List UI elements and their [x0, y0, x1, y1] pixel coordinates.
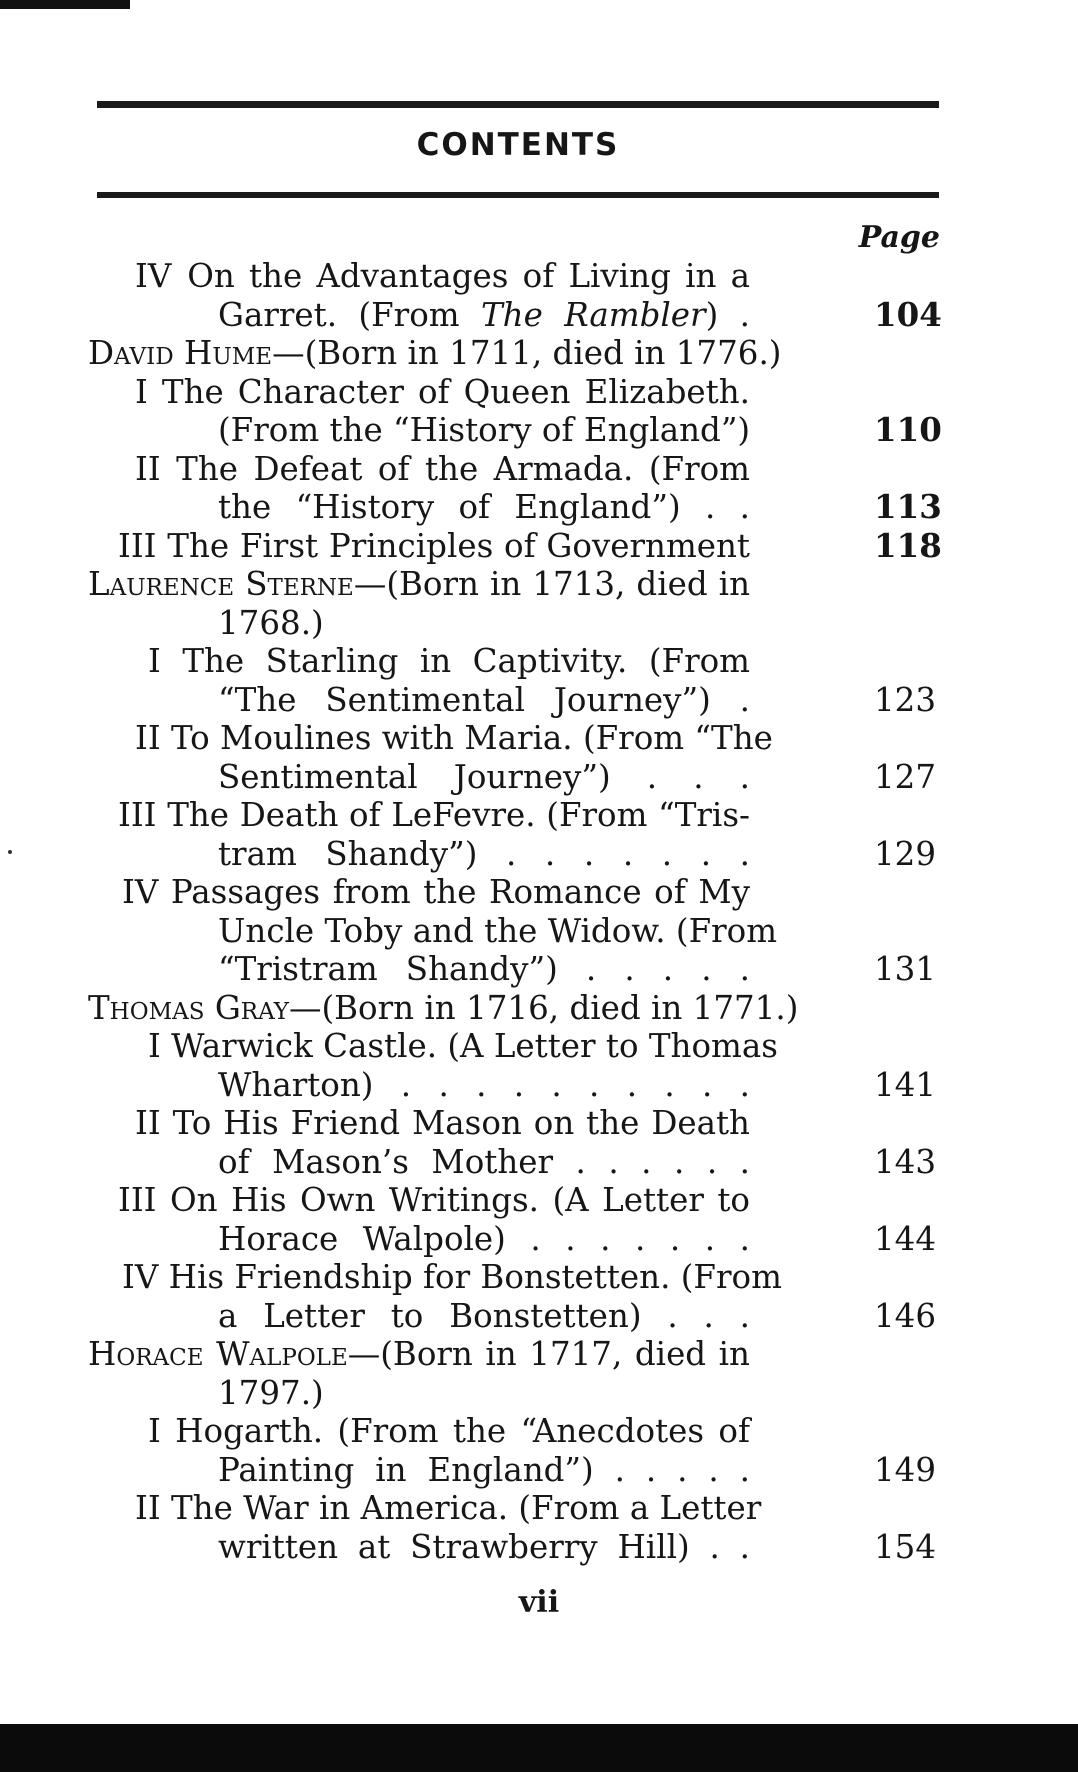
author-heading: David Hume—(Born in 1711, died in 1776.): [88, 334, 782, 372]
toc-entry-heading: I The Character of Queen Elizabeth.: [135, 372, 750, 411]
toc-entry-text: “The Sentimental Journey”) .: [218, 680, 750, 719]
toc-entry-heading: I The Starling in Captivity. (From: [148, 642, 750, 680]
toc-line: [0, 758, 1078, 797]
toc-entry-heading: II The Defeat of the Armada. (From: [135, 449, 750, 488]
toc-line: [0, 1335, 1078, 1374]
toc-entry-text: 1768.): [218, 603, 324, 642]
toc-line: [0, 989, 1078, 1028]
toc-entry-heading: IV His Friendship for Bonstetten. (From: [122, 1258, 782, 1296]
page-number: 123: [874, 680, 937, 719]
page-number: 131: [874, 950, 937, 988]
page-number: 104: [874, 294, 942, 334]
toc-line: [0, 950, 1078, 989]
page-title: CONTENTS: [416, 127, 620, 163]
scan-edge-bottom: [0, 1724, 1078, 1772]
toc-line: [0, 296, 1078, 335]
toc-line: [0, 1528, 1078, 1567]
toc-entry-text: “Tristram Shandy”) . . . . .: [218, 950, 750, 988]
toc-entry-text: a Letter to Bonstetten) . . .: [218, 1296, 750, 1335]
toc-line: [0, 1104, 1078, 1143]
toc-line: [0, 835, 1078, 874]
table-of-contents: [0, 257, 1078, 1566]
toc-line: [0, 411, 1078, 450]
page-number: 110: [874, 410, 942, 449]
scan-edge-top: [0, 0, 130, 9]
toc-line: [0, 681, 1078, 720]
toc-line: [0, 1027, 1078, 1066]
page-folio: vii: [518, 1585, 560, 1620]
page-number: 118: [874, 525, 942, 565]
toc-entry-heading: I Warwick Castle. (A Letter to Thomas: [148, 1027, 778, 1065]
toc-entry-heading: IV Passages from the Romance of My: [122, 873, 750, 911]
heading-rule: [97, 192, 939, 198]
toc-entry-text: tram Shandy”) . . . . . . .: [218, 834, 750, 873]
toc-line: [0, 334, 1078, 373]
toc-entry-heading: II The War in America. (From a Letter: [135, 1489, 762, 1527]
page-number: 141: [874, 1065, 937, 1104]
toc-line: [0, 565, 1078, 604]
toc-line: [0, 257, 1078, 296]
page-number: 154: [874, 1527, 937, 1566]
toc-line: [0, 1412, 1078, 1451]
page-number: 129: [874, 834, 937, 873]
toc-line: [0, 796, 1078, 835]
toc-line: [0, 1374, 1078, 1413]
toc-line: [0, 719, 1078, 758]
toc-line: [0, 1220, 1078, 1259]
toc-entry-text: of Mason’s Mother . . . . . .: [218, 1142, 750, 1181]
page-number: 127: [874, 757, 937, 796]
page-number: 149: [874, 1450, 937, 1489]
toc-entry-text: Garret. (From The Rambler) .: [218, 295, 750, 334]
toc-entry-heading: IV On the Advantages of Living in a: [135, 257, 750, 295]
toc-line: [0, 1258, 1078, 1297]
toc-line: [0, 1451, 1078, 1490]
toc-line: [0, 1143, 1078, 1182]
toc-entry-heading: III On His Own Writings. (A Letter to: [118, 1181, 750, 1219]
toc-line: [0, 873, 1078, 912]
toc-line: [0, 1489, 1078, 1528]
toc-line: [0, 373, 1078, 412]
author-heading: Laurence Sterne—(Born in 1713, died in: [88, 565, 750, 603]
author-heading: Thomas Gray—(Born in 1716, died in 1771.): [88, 988, 799, 1027]
toc-line: [0, 1066, 1078, 1105]
page-number: 144: [874, 1219, 937, 1258]
toc-line: [0, 450, 1078, 489]
top-rule: [97, 101, 939, 108]
toc-entry-heading: II To His Friend Mason on the Death: [135, 1104, 750, 1142]
toc-entry-text: written at Strawberry Hill) . .: [218, 1527, 750, 1566]
toc-line: [0, 527, 1078, 566]
toc-entry-text: Horace Walpole) . . . . . . .: [218, 1219, 750, 1258]
toc-line: [0, 912, 1078, 951]
toc-entry-text: Wharton) . . . . . . . . . .: [218, 1065, 750, 1104]
toc-line: [0, 604, 1078, 643]
toc-entry-heading: III The Death of LeFevre. (From “Tris-: [118, 796, 750, 834]
toc-line: [0, 1181, 1078, 1220]
toc-entry-heading: III The First Principles of Government: [118, 526, 750, 565]
toc-line: [0, 488, 1078, 527]
toc-entry-text: Painting in England”) . . . . .: [218, 1450, 750, 1489]
page-column-label: Page: [858, 220, 940, 255]
page-number: 143: [874, 1142, 937, 1181]
page-number: 146: [874, 1296, 937, 1335]
toc-entry-text: Uncle Toby and the Widow. (From: [218, 911, 778, 950]
toc-entry-text: (From the “History of England”): [218, 411, 751, 449]
toc-entry-heading: II To Moulines with Maria. (From “The: [135, 719, 773, 757]
toc-line: [0, 1297, 1078, 1336]
toc-line: [0, 642, 1078, 681]
toc-entry-heading: I Hogarth. (From the “Anecdotes of: [148, 1412, 750, 1450]
page-number: 113: [874, 487, 942, 526]
toc-entry-text: the “History of England”) . .: [218, 488, 750, 526]
toc-entry-text: Sentimental Journey”) . . .: [218, 757, 750, 796]
toc-entry-text: 1797.): [218, 1373, 324, 1412]
author-heading: Horace Walpole—(Born in 1717, died in: [88, 1335, 750, 1373]
